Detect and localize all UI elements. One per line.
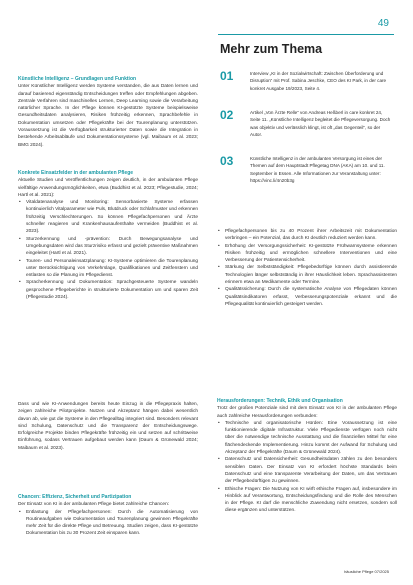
box-title: Mehr zum Thema xyxy=(220,42,323,56)
paragraph: Der Einsatz von KI in der ambulanten Pflege bietet zahlreiche Chancen: xyxy=(18,502,170,508)
reference-text: Interview „KI in der Sozialwirtschaft: Zwischen Überforderung und Disruption“ mit Prof. Sabina Jeschke, CEO des KI Park, in der care konkret Ausgabe 19/2023, Seite 4. xyxy=(250,71,387,91)
bullet-list xyxy=(18,199,198,301)
reference-text: Künstliche Intelligenz in der ambulanten Versorgung ist eines der Themen auf dem Hauptstadt Pflegetag DNA (AKA) am 10. und 11. September in Essen. Alle Informationen zur Veranstaltung unter: https://vinc.li/4n20b3g xyxy=(250,156,385,184)
section-heading: Künstliche Intelligenz – Grundlagen und Funktion xyxy=(18,76,137,82)
bullet-list xyxy=(18,509,198,538)
paragraph: Aktuelle Studien und Veröffentlichungen zeigen deutlich, in der ambulanten Pflege vielfältige Anwendungsmöglichkeiten, etwa (Buddhist et al. 2023; Pflegestudie, 2024; Hartl et al. 2021): xyxy=(18,178,198,198)
bullet-list xyxy=(217,228,397,308)
list-item: • Pflegefachpersonen bis zu 40 Prozent ihrer Arbeitszeit mit Dokumentation verbringen – ein Potenzial, das durch KI deutlich reduziert werden kann. xyxy=(225,228,397,243)
paragraph: Dass und wie KI-Anwendungen bereits heute Einzug in die Pflegepraxis halten, zeigen zahlreiche Pilotprojekte. Nutzen und Akzeptanz hängen dabei wesentlich davon ab, wie gut die Systeme in den Pflegealltag integriert sind. Besonders relevant sind Schulung, Datenschutz und die Transparenz der Entscheidungswege. Erfolgreiche Projekte binden Pflegekräfte frühzeitig ein und setzen auf schrittweise Einführung, sodass Vertrauen aufgebaut werden kann (Daum & Grünewald 2024; Maibaum et al. 2023). xyxy=(18,402,198,451)
paragraph: Unter Künstlicher Intelligenz werden Systeme verstanden, die aus Daten lernen und darauf basierend eigenständig Entscheidungen treffen oder Empfehlungen abgeben. Zentrale Verfahren sind maschinelles Lernen, Deep Learning sowie die Verarbeitung natürlicher Sprache. In der Pflege können KI-gestützte Systeme beispielsweise Gesundheitsdaten analysieren, Risiken frühzeitig erkennen, Sprachbefehle in Dokumentation umsetzen oder Pflegekräfte bei der Tourenplanung unterstützen. Voraussetzung ist die Verfügbarkeit strukturierter Daten sowie die Integration in bestehende Arbeitsabläufe und Dokumentationssysteme (vgl. Maibaum et al. 2023; BMG 2024). xyxy=(18,84,198,148)
left-column-section xyxy=(18,170,198,301)
list-item: • Erhöhung der Versorgungssicherheit: KI-gestützte Frühwarnsysteme erkennen Risiken frühzeitig und ermöglichen schnellere Interventionen und eine Verbesserung der Patientensicherheit. xyxy=(225,243,397,265)
list-item: • Stärkung der Selbstständigkeit: Pflegebedürftige können durch assistierende Technologien länger selbstständig in ihrer Häuslichkeit leben. Sprachassistenten erinnern etwa an Medikamente oder Termine. xyxy=(225,264,397,286)
list-item: • Qualitätssicherung: Durch die systematische Analyse von Pflegedaten können Qualitätsindikatoren erfasst, Verbesserungspotenziale erkannt und die Pflegequalität kontinuierlich gesteigert werden. xyxy=(225,286,397,308)
list-item: • Technische und organisatorische Hürden: Eine Voraussetzung ist eine funktionierende digitale Infrastruktur. Viele Pflegedienste verfügen noch nicht über die notwendige technische Ausstattung und die finanziellen Mittel für eine flächendeckende Implementierung. Hinzu kommt der Aufwand für Schulung und Akzeptanz der Pflegekräfte (Daum & Grünewald 2024). xyxy=(225,420,397,456)
reference-number: 03 xyxy=(220,154,234,168)
list-item: • Touren- und Personaleinsatzplanung: KI-Systeme optimieren die Tourenplanung unter Berücksichtigung von Verkehrslage, Qualifikationen und Zeitfenstern und entlasten so die Planung im Pflegedienst. xyxy=(26,258,198,280)
right-column-section xyxy=(217,398,397,515)
section-heading: Herausforderungen: Technik, Ethik und Organisation xyxy=(217,398,343,404)
page-footer: häusliche Pflege 07/2025 xyxy=(344,569,389,574)
reference-number: 01 xyxy=(220,69,234,83)
reference-number: 02 xyxy=(220,108,234,122)
list-item: • Vitaldatenanalyse und Monitoring: Sensorbasierte Systeme erfassen kontinuierlich Vitalparameter wie Puls, Blutdruck oder Schlafmuster und erkennen frühzeitig Verschlechterungen. So können Pflegefachpersonen und Ärzte schneller reagieren und Krankenhausaufenthalte vermeiden (Buddhist et al. 2023). xyxy=(26,199,198,235)
left-column-section xyxy=(18,401,198,452)
bullet-list xyxy=(217,420,397,515)
reference-text: Artikel „Von Ärzte Relle“ von Andreas Heßberl in care konkret 24, Seite 11. „Künstliche Intelligenz begleitet die Pflegeversorgung. Doch was objektiv und verlässlich klingt, ist oft „das Gegenteil“, so der Autor. xyxy=(250,110,391,138)
list-item: • Ethische Fragen: Die Nutzung von KI wirft ethische Fragen auf, insbesondere im Hinblick auf Verantwortung, Entscheidungsfindung und die Rolle des Menschen in der Pflege. KI darf die menschliche Zuwendung nicht ersetzen, sondern soll diese ergänzen und unterstützen. xyxy=(225,486,397,515)
section-heading: Konkrete Einsatzfelder in der ambulanten Pflege xyxy=(18,170,134,176)
list-item: • Entlastung der Pflegefachpersonen: Durch die Automatisierung von Routineaufgaben wie Dokumentation und Tourenplanung gewinnen Pflegekräfte mehr Zeit für die direkte Pflege und Betreuung. Studien zeigen, dass KI-gestützte Dokumentation bis zu 30 Prozent Zeit einsparen kann. xyxy=(26,509,198,538)
list-item: • Datenschutz und Datensicherheit: Gesundheitsdaten zählen zu den besonders sensiblen Daten. Der Einsatz von KI erfordert höchste Standards beim Datenschutz und eine transparente Verarbeitung der Daten, um das Vertrauen der Pflegebedürftigen zu gewinnen. xyxy=(225,456,397,485)
list-item: • Spracherkennung und Dokumentation: Sprachgesteuerte Systeme wandeln gesprochene Pflegeberichte in strukturierte Dokumentation um und sparen Zeit (Pflegestudie 2024). xyxy=(26,279,198,301)
page-number: 49 xyxy=(377,18,389,29)
list-item: • Sturzerkennung und -prävention: Durch Bewegungsanalyse und Umgebungsdaten wird das Sturzrisiko erfasst und gezielt präventive Maßnahmen eingeleitet (Hartl et al. 2021). xyxy=(26,236,198,258)
paragraph: Trotz der großen Potenziale sind mit dem Einsatz von KI in der ambulanten Pflege auch zahlreiche Herausforderungen verbunden: xyxy=(217,406,397,419)
right-column xyxy=(217,228,397,308)
section-heading: Chancen: Effizienz, Sicherheit und Partizipation xyxy=(18,494,132,500)
left-column-section xyxy=(18,494,198,538)
divider xyxy=(218,34,394,35)
left-column xyxy=(18,76,198,149)
